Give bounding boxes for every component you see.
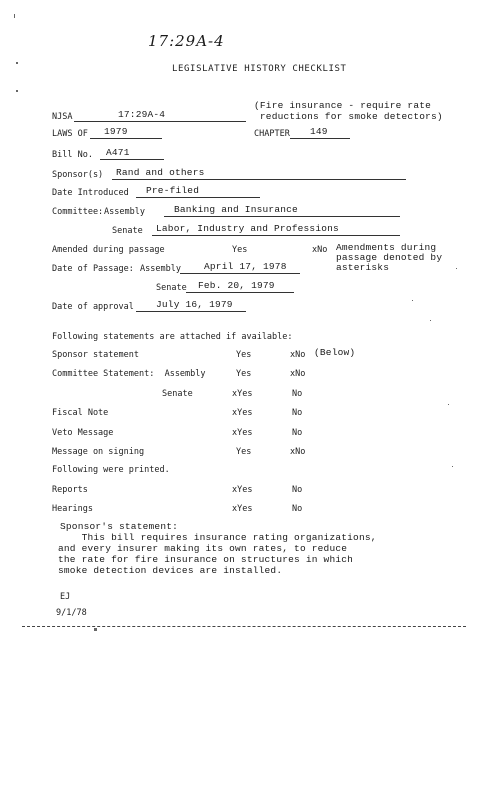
printed-row-label: Hearings <box>52 504 93 514</box>
scan-speck <box>412 300 413 301</box>
sponsor-statement-line: smoke detection devices are installed. <box>58 565 283 576</box>
njsa-label: NJSA <box>52 112 73 122</box>
laws-label: LAWS OF <box>52 129 88 139</box>
introduced-underline <box>136 197 260 198</box>
statement-row-no: No <box>292 389 303 399</box>
statement-row-yes: Yes <box>236 447 252 457</box>
statement-row-note: (Below) <box>314 347 356 358</box>
scan-speck <box>448 404 449 405</box>
statement-row-no: xNo <box>290 447 306 457</box>
printed-row-no: No <box>292 485 303 495</box>
sponsor-label: Sponsor(s) <box>52 170 104 180</box>
sponsor-statement-heading: Sponsor's statement: <box>60 521 179 532</box>
printed-row-label: Reports <box>52 485 88 495</box>
statement-row-label: Sponsor statement <box>52 350 139 360</box>
introduced-label: Date Introduced <box>52 188 129 198</box>
statement-row-no: No <box>292 428 303 438</box>
bill-value: A471 <box>106 147 130 158</box>
printed-intro: Following were printed. <box>52 465 170 475</box>
approval-underline <box>136 311 246 312</box>
statement-row-label: Message on signing <box>52 447 145 457</box>
approval-value: July 16, 1979 <box>156 299 233 310</box>
sponsor-value: Rand and others <box>116 167 205 178</box>
committee-assembly-label: Assembly <box>104 207 145 217</box>
sponsor-statement-line: the rate for fire insurance on structures in which <box>58 554 354 565</box>
committee-senate-underline <box>152 235 400 236</box>
scan-speck <box>430 320 431 321</box>
statement-row-yes: Yes <box>236 350 252 360</box>
njsa-underline <box>74 121 246 122</box>
scan-speck <box>456 268 457 269</box>
amended-label: Amended during passage <box>52 245 165 255</box>
bill-label: Bill No. <box>52 150 93 160</box>
statement-row-yes: xYes <box>232 428 253 438</box>
committee-senate-value: Labor, Industry and Professions <box>156 223 339 234</box>
amended-yes: Yes <box>232 245 248 255</box>
laws-underline <box>90 138 162 139</box>
printed-row-yes: xYes <box>232 504 253 514</box>
committee-assembly-value: Banking and Insurance <box>174 204 298 215</box>
sponsor-statement-line: and every insurer making its own rates, to reduce <box>58 543 348 554</box>
initials: EJ <box>60 592 71 602</box>
amendments-note: Amendments during passage denoted by asterisks <box>336 242 443 273</box>
statement-row-label: Fiscal Note <box>52 408 109 418</box>
introduced-value: Pre-filed <box>146 185 200 196</box>
statement-row-label: Veto Message <box>52 428 114 438</box>
passage-assembly-underline <box>180 273 300 274</box>
bill-underline <box>100 159 164 160</box>
scan-speck <box>452 466 453 467</box>
statement-row-label: Senate <box>162 389 193 399</box>
statement-row-label: Committee Statement: Assembly <box>52 369 206 379</box>
statement-row-yes: xYes <box>232 408 253 418</box>
committee-assembly-underline <box>164 216 400 217</box>
amended-no: xNo <box>312 245 328 255</box>
committee-label: Committee: <box>52 207 104 217</box>
statement-row-no: xNo <box>290 369 306 379</box>
subject-text: (Fire insurance - require rate reductions for smoke detectors) <box>254 100 443 122</box>
passage-label: Date of Passage: <box>52 264 134 274</box>
sponsor-underline <box>112 179 406 180</box>
chapter-label: CHAPTER <box>254 129 290 139</box>
chapter-underline <box>290 138 350 139</box>
printed-row-no: No <box>292 504 303 514</box>
scan-speck <box>16 90 18 92</box>
page-title: LEGISLATIVE HISTORY CHECKLIST <box>172 64 347 74</box>
committee-senate-label: Senate <box>112 226 143 236</box>
passage-assembly-value: April 17, 1978 <box>204 261 287 272</box>
approval-label: Date of approval <box>52 302 134 312</box>
bottom-divider <box>22 626 466 627</box>
statement-row-no: No <box>292 408 303 418</box>
passage-assembly-label: Assembly <box>140 264 181 274</box>
scan-speck <box>16 62 18 64</box>
passage-senate-value: Feb. 20, 1979 <box>198 280 275 291</box>
handwritten-statute-number: 17:29A-4 <box>148 32 225 50</box>
sponsor-statement-line: This bill requires insurance rating organizations, <box>58 532 377 543</box>
statement-row-yes: xYes <box>232 389 253 399</box>
passage-senate-label: Senate <box>156 283 187 293</box>
statement-row-no: xNo <box>290 350 306 360</box>
scan-speck <box>14 14 15 18</box>
scan-speck <box>94 628 97 631</box>
statement-row-yes: Yes <box>236 369 252 379</box>
chapter-value: 149 <box>310 126 328 137</box>
statements-intro: Following statements are attached if available: <box>52 332 293 342</box>
laws-value: 1979 <box>104 126 128 137</box>
passage-senate-underline <box>186 292 294 293</box>
printed-row-yes: xYes <box>232 485 253 495</box>
njsa-value: 17:29A-4 <box>118 109 166 120</box>
footer-date: 9/1/78 <box>56 608 87 618</box>
